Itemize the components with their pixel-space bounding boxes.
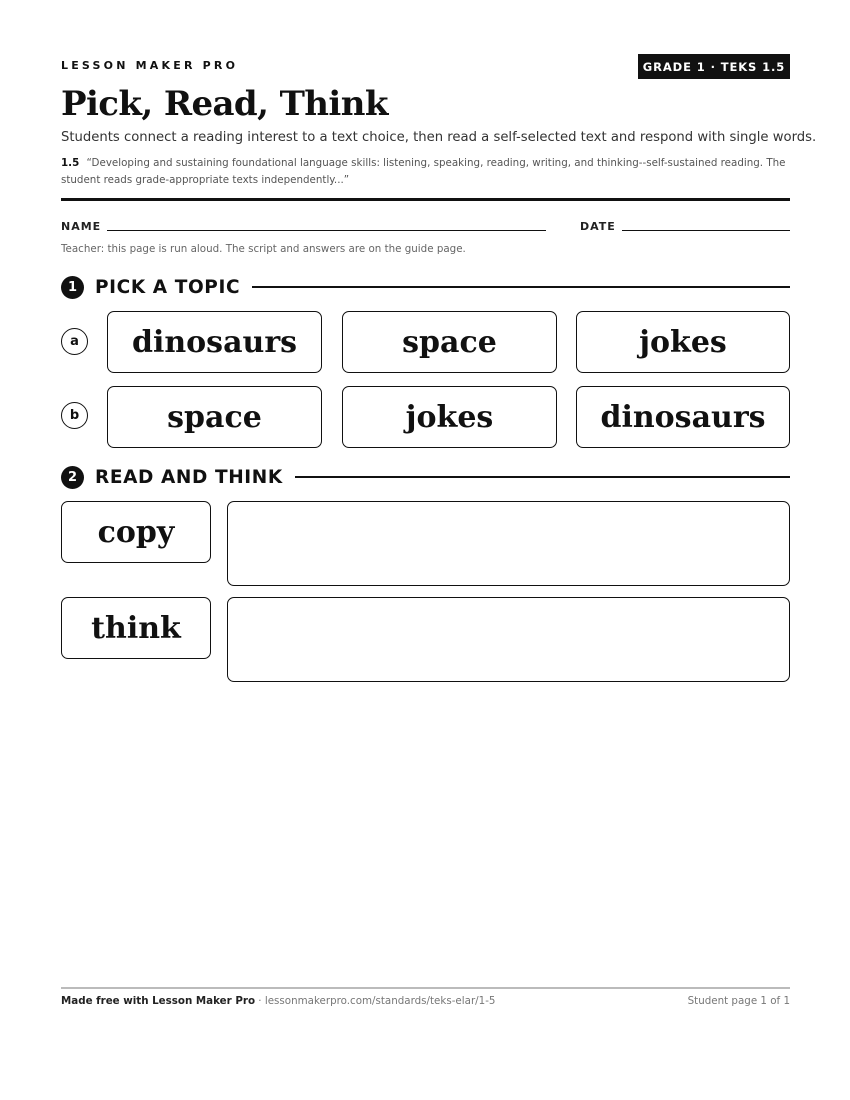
- copy-answer-box[interactable]: [227, 501, 790, 586]
- brand-name: LESSON MAKER PRO: [61, 59, 239, 72]
- date-field[interactable]: [622, 230, 790, 231]
- topic-choice-jokes[interactable]: jokes: [342, 386, 557, 448]
- worksheet-page: [61, 0, 817, 1100]
- think-answer-box[interactable]: [227, 597, 790, 682]
- standard-text: “Developing and sustaining foundational language skills: listening, speaking, reading, writing, and thinking--self-sustained reading. The student reads grade-appropriate texts independently...”: [61, 157, 786, 186]
- footer-made-with: Made free with Lesson Maker Pro: [61, 995, 256, 1007]
- standard-description: [61, 155, 790, 189]
- page-subtitle: Students connect a reading interest to a text choice, then read a self-selected text and respond with single words.: [61, 130, 817, 145]
- header-divider: [61, 198, 790, 201]
- section-title: PICK A TOPIC: [95, 276, 241, 298]
- page-number: Student page 1 of 1: [687, 995, 790, 1007]
- section-pick-a-topic: [61, 275, 790, 299]
- footer-separator: ·: [255, 995, 265, 1007]
- footer-credit: [61, 995, 495, 1007]
- name-label: NAME: [61, 220, 102, 233]
- section-number: 2: [61, 466, 84, 489]
- date-label: DATE: [580, 220, 616, 233]
- topic-choice-dinosaurs[interactable]: dinosaurs: [576, 386, 790, 448]
- row-letter-a: a: [61, 328, 88, 355]
- grade-badge: GRADE 1 · TEKS 1.5: [638, 54, 790, 79]
- row-letter-b: b: [61, 402, 88, 429]
- footer-divider: [61, 987, 790, 989]
- topic-choice-space[interactable]: space: [342, 311, 557, 373]
- section-number: 1: [61, 276, 84, 299]
- section-read-and-think: [61, 465, 790, 489]
- prompt-card-think: think: [61, 597, 211, 659]
- prompt-card-copy: copy: [61, 501, 211, 563]
- page-title: Pick, Read, Think: [61, 84, 388, 124]
- topic-choice-space[interactable]: space: [107, 386, 322, 448]
- topic-choice-jokes[interactable]: jokes: [576, 311, 790, 373]
- teacher-note: Teacher: this page is run aloud. The script and answers are on the guide page.: [61, 243, 466, 255]
- topic-choice-dinosaurs[interactable]: dinosaurs: [107, 311, 322, 373]
- standard-code: 1.5: [61, 157, 80, 169]
- name-field[interactable]: [107, 230, 546, 231]
- section-title: READ AND THINK: [95, 466, 283, 488]
- section-divider: [295, 476, 790, 478]
- footer-url[interactable]: lessonmakerpro.com/standards/teks-elar/1-5: [264, 995, 496, 1007]
- section-divider: [252, 286, 790, 288]
